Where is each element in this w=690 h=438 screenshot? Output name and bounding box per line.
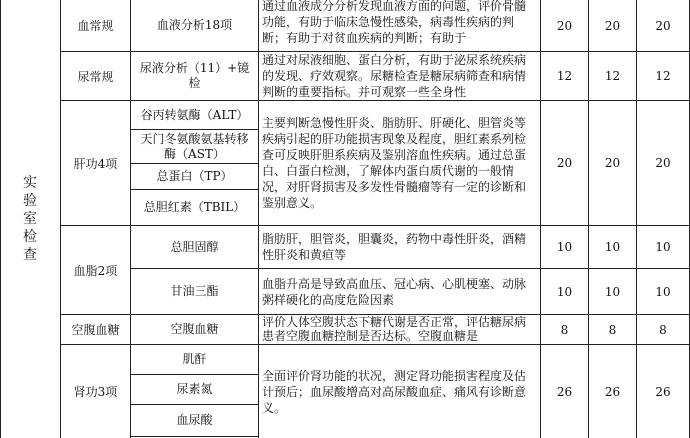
item-cell: 空腹血糖 [170,322,219,336]
category-cell: 血脂2项 [73,263,118,278]
price-cell: 20 [556,18,573,33]
price-cell: 12 [655,69,671,83]
item-cell: 肌酐 [182,352,207,366]
price-cell: 26 [655,384,671,399]
price-cell: 12 [556,69,573,83]
item-cell: 甘油三酯 [170,284,219,298]
price-cell: 20 [655,18,671,33]
description-cell: 评价人体空腹状态下糖代谢是否正常，评估糖尿病患者空腹血糖控制是否达标。空腹血糖是 [262,315,527,343]
description-cell: 通过对尿液细胞、蛋白分析，有助于泌尿系统疾病的发现、疗效观察。尿糖检查是糖尿病筛查和病情判断的重要指标。并可观察一些全身性 [262,53,527,99]
price-cell: 20 [604,156,621,170]
grid-line [130,436,258,437]
description-cell: 全面评价肾功能的状况，测定肾功能损害程度及估计预后；血尿酸增高对高尿酸血症、痛风有诊断意义。 [262,368,527,415]
item-cell: 天门冬氨酸氨基转移酶（AST） [140,131,249,161]
section-label: 实验室检查 [23,175,37,263]
price-cell: 12 [604,69,621,83]
category-cell: 空腹血糖 [71,323,120,337]
price-cell: 8 [560,322,569,337]
price-cell: 26 [556,384,573,399]
price-cell: 20 [556,156,573,170]
item-cell: 总胆红素（TBIL） [143,200,246,214]
description-cell: 主要判断急慢性肝炎、脂肪肝、肝硬化、胆管炎等疾病引起的肝功能损害现象及程度，胆红素系列检查可反映肝胆系疾病及鉴别溶血性疾病。通过总蛋白、白蛋白检测，了解体内蛋白质代谢的一般情况，对肝肾损害及多发性骨髓瘤等有一定的诊断和鉴别意义。 [262,116,527,210]
price-cell: 20 [604,18,621,33]
category-cell: 肾功3项 [73,385,118,399]
item-cell: 总蛋白（TP） [156,169,233,183]
price-cell: 10 [604,240,621,254]
item-cell: 血尿酸 [176,413,213,427]
category-cell: 血常规 [77,19,114,33]
item-cell: 尿素氮 [176,382,213,396]
item-cell: 血液分析18项 [156,18,233,32]
description-cell: 脂肪肝，胆管炎，胆囊炎，药物中毒性肝炎，酒精性肝炎和黄疸等 [262,232,527,262]
item-cell: 谷丙转氨酶（ALT） [140,107,249,122]
price-cell: 20 [655,156,671,170]
category-cell: 尿常规 [77,69,114,84]
price-cell: 8 [659,322,667,337]
description-cell: 血脂升高是导致高血压、冠心病、心肌梗塞、动脉粥样硬化的高度危险因素 [262,276,527,307]
price-cell: 10 [556,284,573,299]
price-cell: 26 [604,384,621,399]
price-cell: 10 [655,240,671,254]
price-cell: 8 [608,322,617,337]
price-cell: 10 [556,240,573,254]
section-cell [1,0,60,438]
price-cell: 10 [655,284,671,299]
price-cell: 10 [604,284,621,299]
item-cell: 总胆固醇 [170,239,219,254]
category-cell: 肝功4项 [73,156,118,171]
description-cell: 通过血液成分分析发现血液方面的问题，评价骨髓功能，有助于临床急慢性感染，病毒性疾病的判断；有助于对贫血疾病的判断；有助于 [262,0,527,45]
item-cell: 尿液分析（11）+镜检 [139,61,250,90]
